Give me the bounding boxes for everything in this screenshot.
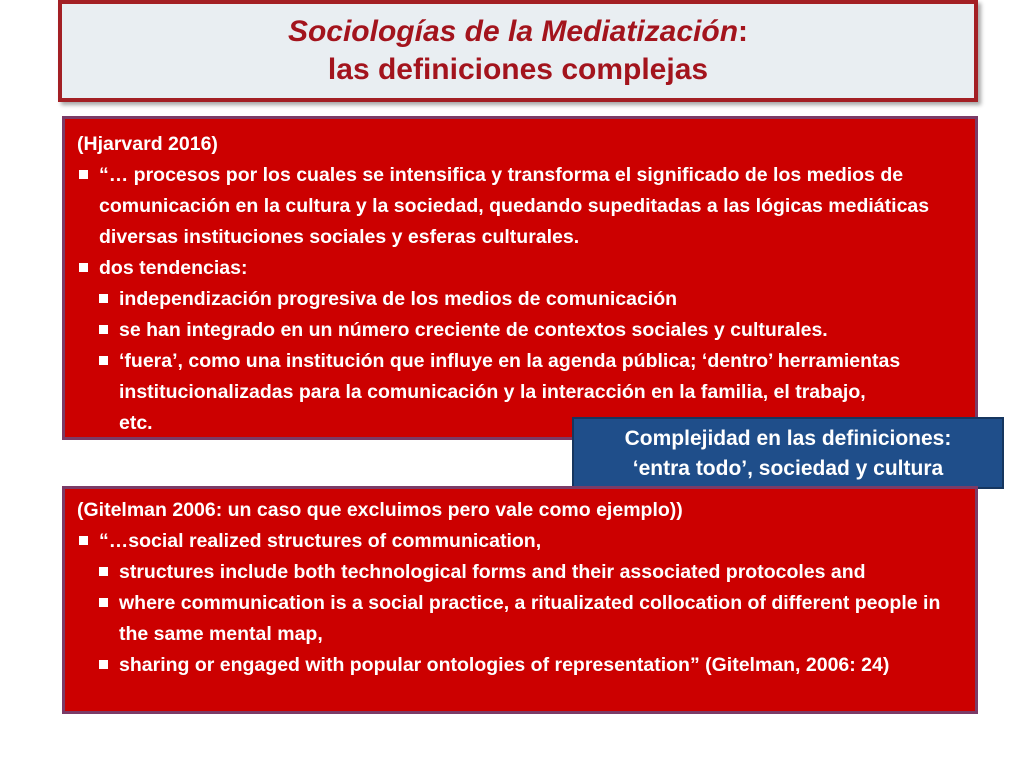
slide-title-line1 <box>62 14 974 50</box>
callout-line2: ‘entra todo’, sociedad y cultura <box>632 457 944 480</box>
square-bullet-icon <box>99 598 108 607</box>
square-bullet-icon <box>99 325 108 334</box>
hjarvard-source: (Hjarvard 2016) <box>77 133 218 155</box>
gitelman-item <box>97 588 963 650</box>
gitelman-panel <box>62 486 978 714</box>
square-bullet-icon <box>99 660 108 669</box>
title-colon: : <box>738 15 749 48</box>
square-bullet-icon <box>79 536 88 545</box>
tendency-item <box>97 315 963 346</box>
hjarvard-quote-bullet <box>77 160 963 253</box>
tendency-item <box>97 284 963 315</box>
gitelman-source: (Gitelman 2006: un caso que excluimos pero vale como ejemplo)) <box>77 499 683 521</box>
square-bullet-icon <box>79 170 88 179</box>
complexity-callout <box>572 417 1004 489</box>
tendency-text: ‘fuera’, como una institución que influye en la agenda pública; ‘dentro’ herramientas institucionalizadas para la comunicación y la interacción en la familia, el trabajo, etc. <box>119 350 901 434</box>
gitelman-item <box>97 650 963 681</box>
hjarvard-quote: “… procesos por los cuales se intensifica y transforma el significado de los medios de comunicación en la cultura y la sociedad, quedando supeditadas a las lógicas mediáticas diversas instituciones sociales y esferas culturales. <box>99 164 930 248</box>
gitelman-item <box>97 557 963 588</box>
gitelman-item-text: where communication is a social practice, a ritualizated collocation of different people in the same mental map, <box>119 592 941 645</box>
slide-title-box <box>58 0 978 102</box>
slide-title-line2: las definiciones complejas <box>327 53 709 86</box>
gitelman-item-text: sharing or engaged with popular ontologies of representation” (Gitelman, 2006: 24) <box>119 654 890 676</box>
tendency-text: independización progresiva de los medios de comunicación <box>119 288 678 310</box>
gitelman-item-text: structures include both technological forms and their associated protocoles and <box>119 561 866 583</box>
gitelman-quote-bullet <box>77 526 963 557</box>
tendencies-bullet <box>77 253 963 284</box>
hjarvard-panel <box>62 116 978 440</box>
square-bullet-icon <box>99 294 108 303</box>
callout-line1: Complejidad en las definiciones: <box>624 427 952 450</box>
gitelman-quote: “…social realized structures of communication, <box>99 530 542 552</box>
title-italic-part: Sociologías de la Mediatización <box>287 15 739 48</box>
square-bullet-icon <box>79 263 88 272</box>
square-bullet-icon <box>99 567 108 576</box>
tendencies-label: dos tendencias: <box>99 257 248 279</box>
square-bullet-icon <box>99 356 108 365</box>
tendency-text: se han integrado en un número creciente de contextos sociales y culturales. <box>119 319 828 341</box>
